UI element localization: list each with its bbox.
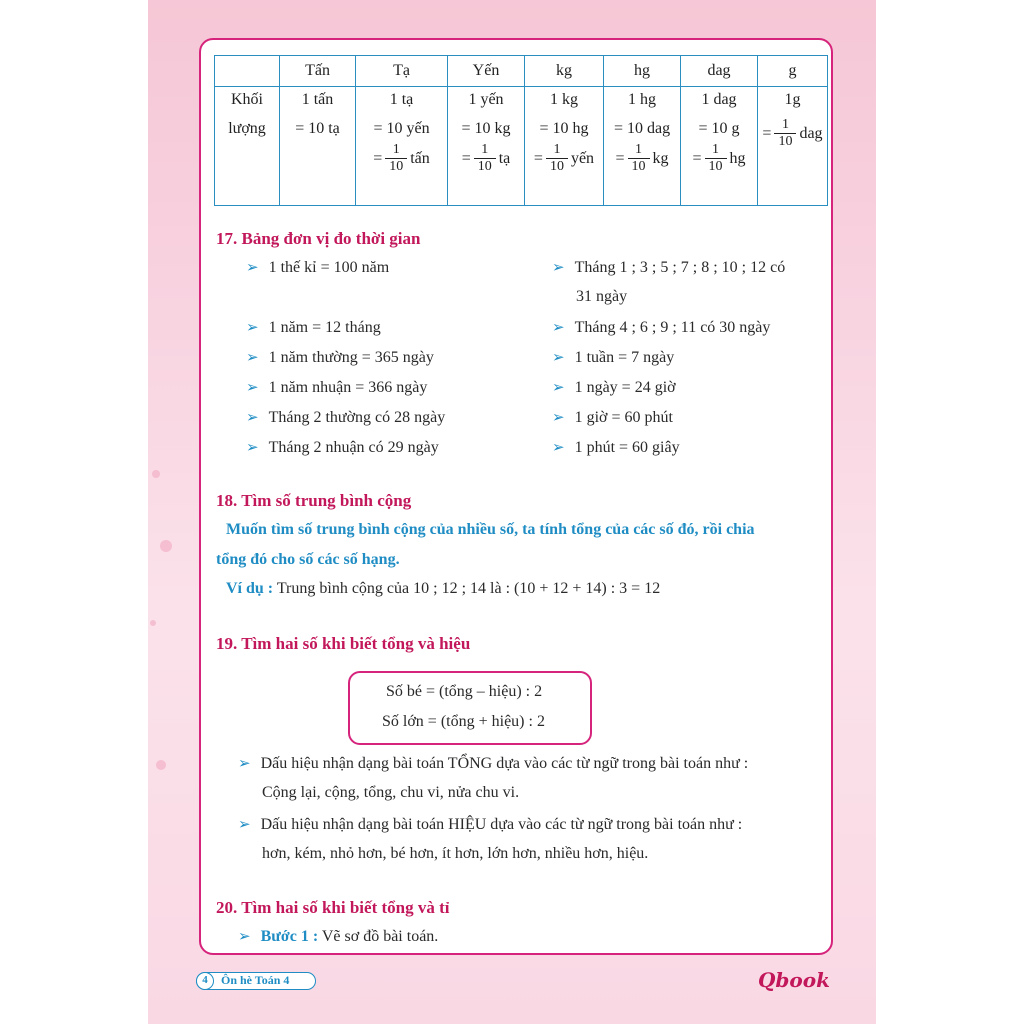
fraction-row	[604, 142, 680, 175]
decor-dot	[152, 470, 160, 478]
cell-line: 1 kg	[550, 91, 578, 108]
fraction	[474, 142, 496, 175]
equals-sign: =	[615, 149, 625, 167]
cell-line: 1 tạ	[389, 91, 414, 108]
table-row	[215, 87, 828, 206]
cell-line: = 10 tạ	[295, 120, 340, 137]
formula-large: Số lớn = (tổng + hiệu) : 2	[382, 713, 545, 730]
list-item: ➢ Dấu hiệu nhận dạng bài toán HIỆU dựa vào các từ ngữ trong bài toán như :	[238, 816, 743, 833]
row-label: Khối	[231, 91, 263, 108]
list-item: ➢ 1 ngày = 24 giờ	[552, 379, 676, 396]
list-item: ➢ 1 năm = 12 tháng	[246, 319, 381, 336]
arrow-bullet-icon: ➢	[238, 817, 251, 833]
list-item: ➢ 1 thế kỉ = 100 năm	[246, 259, 390, 276]
section-17-title: 17. Bảng đơn vị đo thời gian	[216, 229, 421, 248]
table-cell	[448, 87, 525, 206]
table-header-cell: g	[758, 56, 828, 87]
unit-label: dag	[799, 124, 823, 142]
list-item: ➢ Dấu hiệu nhận dạng bài toán TỔNG dựa vào các từ ngữ trong bài toán như :	[238, 755, 749, 772]
equals-sign: =	[533, 149, 543, 167]
decor-dot	[150, 620, 156, 626]
unit-label: hg	[729, 149, 746, 167]
list-item-continuation: Cộng lại, cộng, tổng, chu vi, nửa chu vi.	[262, 784, 520, 801]
cell-line: 1 hg	[628, 91, 656, 108]
denominator: 10	[389, 159, 404, 174]
cell-line: = 10 hg	[539, 120, 589, 137]
arrow-bullet-icon: ➢	[246, 320, 259, 336]
decor-dot	[156, 760, 166, 770]
section-19-title: 19. Tìm hai số khi biết tổng và hiệu	[216, 634, 471, 653]
formula-small: Số bé = (tổng – hiệu) : 2	[386, 683, 543, 700]
cell-line: 1 dag	[701, 91, 737, 108]
table-header-cell: Tấn	[280, 56, 356, 87]
equals-sign: =	[373, 149, 383, 167]
numerator: 1	[635, 142, 643, 157]
example-label: Ví dụ :	[226, 580, 274, 597]
fraction	[628, 142, 650, 175]
arrow-bullet-icon: ➢	[246, 410, 259, 426]
denominator: 10	[708, 159, 723, 174]
list-item: ➢ 1 năm thường = 365 ngày	[246, 349, 434, 366]
numerator: 1	[712, 142, 720, 157]
denominator: 10	[549, 159, 564, 174]
list-item	[238, 927, 438, 946]
page-number: 4	[196, 972, 214, 990]
fraction	[546, 142, 568, 175]
fraction	[705, 142, 727, 175]
unit-label: tạ	[498, 149, 511, 167]
numerator: 1	[481, 142, 489, 157]
table-header-cell: dag	[681, 56, 758, 87]
arrow-bullet-icon: ➢	[552, 350, 565, 366]
unit-label: tấn	[410, 149, 430, 167]
cell-line: 1 tấn	[301, 91, 334, 108]
list-item: ➢ 1 phút = 60 giây	[552, 439, 680, 456]
arrow-bullet-icon: ➢	[552, 410, 565, 426]
table-header-cell: kg	[525, 56, 604, 87]
row-label: lượng	[228, 120, 266, 137]
list-item: ➢ Tháng 2 nhuận có 29 ngày	[246, 439, 439, 456]
step-text: Vẽ sơ đồ bài toán.	[321, 928, 439, 945]
step-label: Bước 1 :	[260, 928, 319, 945]
denominator: 10	[631, 159, 646, 174]
cell-line: 1 yến	[468, 91, 504, 108]
equals-sign: =	[762, 124, 772, 142]
list-item: ➢ 1 năm nhuận = 366 ngày	[246, 379, 428, 396]
fraction-row	[681, 142, 757, 175]
qbook-logo: Qbook	[758, 968, 830, 992]
table-cell	[356, 87, 448, 206]
denominator: 10	[477, 159, 492, 174]
cell-line: = 10 yến	[373, 120, 430, 137]
fraction-row	[525, 142, 603, 175]
example-text: Trung bình cộng của 10 ; 12 ; 14 là : (10 + 12 + 14) : 3 = 12	[276, 580, 661, 597]
section-20-title: 20. Tìm hai số khi biết tổng và tỉ	[216, 898, 450, 917]
row-label-cell	[215, 87, 280, 206]
average-rule-text: tổng đó cho số các số hạng.	[216, 551, 400, 568]
table-header-cell: Yến	[448, 56, 525, 87]
table-header-cell: Tạ	[356, 56, 448, 87]
arrow-bullet-icon: ➢	[246, 260, 259, 276]
cell-line: 1g	[784, 91, 801, 108]
numerator: 1	[392, 142, 400, 157]
arrow-bullet-icon: ➢	[552, 320, 565, 336]
fraction	[774, 117, 796, 150]
fraction-row	[356, 142, 447, 175]
decor-dot	[160, 540, 172, 552]
footer-title: Ôn hè Toán 4	[221, 973, 290, 987]
mass-units-table	[214, 55, 828, 206]
fraction	[385, 142, 407, 175]
arrow-bullet-icon: ➢	[238, 929, 251, 945]
table-cell	[280, 87, 356, 206]
fraction-row	[448, 142, 524, 175]
section-18-title: 18. Tìm số trung bình cộng	[216, 491, 412, 510]
example-line	[226, 580, 660, 598]
table-cell	[525, 87, 604, 206]
table-header-cell: hg	[604, 56, 681, 87]
numerator: 1	[553, 142, 561, 157]
list-item: ➢ 1 tuần = 7 ngày	[552, 349, 675, 366]
list-item-continuation: 31 ngày	[576, 288, 628, 305]
table-cell	[681, 87, 758, 206]
arrow-bullet-icon: ➢	[246, 350, 259, 366]
cell-line: = 10 dag	[613, 120, 671, 137]
list-item: ➢ Tháng 4 ; 6 ; 9 ; 11 có 30 ngày	[552, 319, 771, 336]
unit-label: yến	[570, 149, 595, 167]
fraction-row	[758, 117, 827, 150]
table-header-row	[215, 56, 828, 87]
average-rule-text: Muốn tìm số trung bình cộng của nhiều số, ta tính tổng của các số đó, rồi chia	[226, 521, 755, 538]
unit-label: kg	[652, 149, 669, 167]
equals-sign: =	[461, 149, 471, 167]
cell-line: = 10 kg	[461, 120, 511, 137]
arrow-bullet-icon: ➢	[238, 756, 251, 772]
table-cell	[604, 87, 681, 206]
numerator: 1	[781, 117, 789, 132]
list-item: ➢ Tháng 1 ; 3 ; 5 ; 7 ; 8 ; 10 ; 12 có	[552, 259, 786, 276]
arrow-bullet-icon: ➢	[552, 260, 565, 276]
list-item: ➢ Tháng 2 thường có 28 ngày	[246, 409, 446, 426]
arrow-bullet-icon: ➢	[552, 440, 565, 456]
equals-sign: =	[692, 149, 702, 167]
denominator: 10	[778, 134, 793, 149]
arrow-bullet-icon: ➢	[552, 380, 565, 396]
arrow-bullet-icon: ➢	[246, 440, 259, 456]
table-header-cell	[215, 56, 280, 87]
list-item: ➢ 1 giờ = 60 phút	[552, 409, 673, 426]
table-cell	[758, 87, 828, 206]
list-item-continuation: hơn, kém, nhỏ hơn, bé hơn, ít hơn, lớn hơn, nhiều hơn, hiệu.	[262, 845, 649, 862]
cell-line: = 10 g	[698, 120, 740, 137]
arrow-bullet-icon: ➢	[246, 380, 259, 396]
